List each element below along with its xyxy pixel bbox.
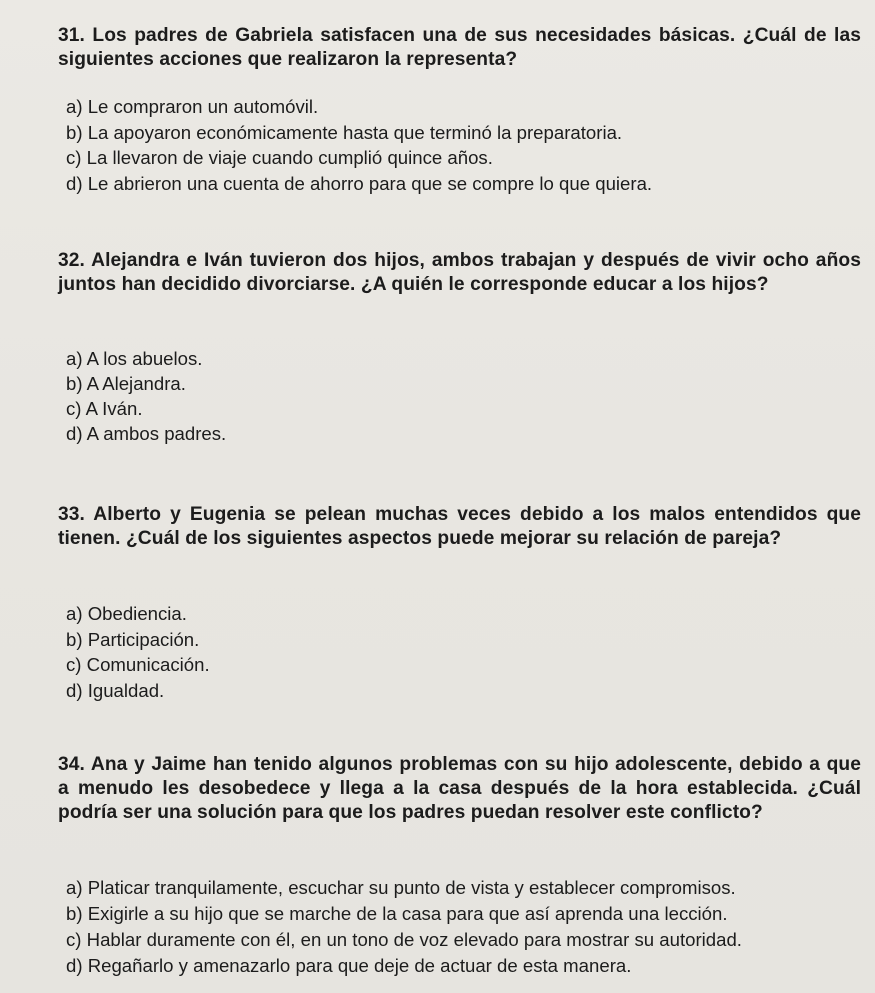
question-number: 32.	[58, 250, 85, 271]
question-33	[58, 503, 861, 701]
question-stem	[58, 24, 861, 72]
answer-option-c: c) Hablar duramente con él, en un tono de voz elevado para mostrar su autoridad.	[66, 929, 742, 950]
answer-options	[66, 94, 652, 196]
answer-option-b: b) A Alejandra.	[66, 373, 186, 394]
question-stem	[58, 753, 861, 825]
answer-option-b: b) La apoyaron económicamente hasta que terminó la preparatoria.	[66, 121, 623, 143]
question-stem	[58, 503, 861, 551]
question-31	[58, 24, 861, 194]
question-text: Alberto y Eugenia se pelean muchas veces debido a los malos entendidos que tienen. ¿Cuál de los siguientes aspectos puede mejorar su relación de pareja?	[58, 504, 861, 549]
answer-option-d: d) Le abrieron una cuenta de ahorro para que se compre lo que quiera.	[66, 172, 653, 194]
answer-option-a: a) A los abuelos.	[66, 348, 203, 369]
answer-option-c: c) La llevaron de viaje cuando cumplió quince años.	[66, 147, 493, 168]
question-number: 33.	[58, 504, 85, 525]
answer-option-d: d) Igualdad.	[66, 679, 165, 701]
answer-option-c: c) A Iván.	[66, 398, 143, 419]
answer-option-d: d) Regañarlo y amenazarlo para que deje de actuar de esta manera.	[66, 955, 632, 976]
answer-options	[66, 875, 742, 979]
answer-option-b: b) Exigirle a su hijo que se marche de la casa para que así aprenda una lección.	[66, 903, 728, 924]
answer-option-a: a) Obediencia.	[66, 603, 187, 624]
question-32	[58, 249, 861, 444]
question-stem	[58, 249, 861, 297]
question-number: 31.	[58, 25, 85, 46]
question-number: 34.	[58, 754, 85, 775]
answer-option-d: d) A ambos padres.	[66, 423, 227, 444]
answer-option-a: a) Le compraron un automóvil.	[66, 96, 319, 117]
question-text: Los padres de Gabriela satisfacen una de sus necesidades básicas. ¿Cuál de las siguientes acciones que realizaron la representa?	[58, 25, 861, 70]
question-text: Alejandra e Iván tuvieron dos hijos, ambos trabajan y después de vivir ocho años juntos han decidido divorciarse. ¿A quién le corresponde educar a los hijos?	[58, 250, 861, 295]
question-34	[58, 753, 861, 976]
answer-option-c: c) Comunicación.	[66, 654, 210, 675]
answer-option-b: b) Participación.	[66, 628, 200, 650]
answer-options	[66, 601, 210, 703]
answer-options	[66, 346, 226, 446]
answer-option-a: a) Platicar tranquilamente, escuchar su punto de vista y establecer compromisos.	[66, 877, 736, 898]
question-text: Ana y Jaime han tenido algunos problemas con su hijo adolescente, debido a que a menudo les desobedece y llega a la casa después de la hora establecida. ¿Cuál podría ser una solución para que los padres puedan resolver este conflicto?	[58, 754, 861, 823]
